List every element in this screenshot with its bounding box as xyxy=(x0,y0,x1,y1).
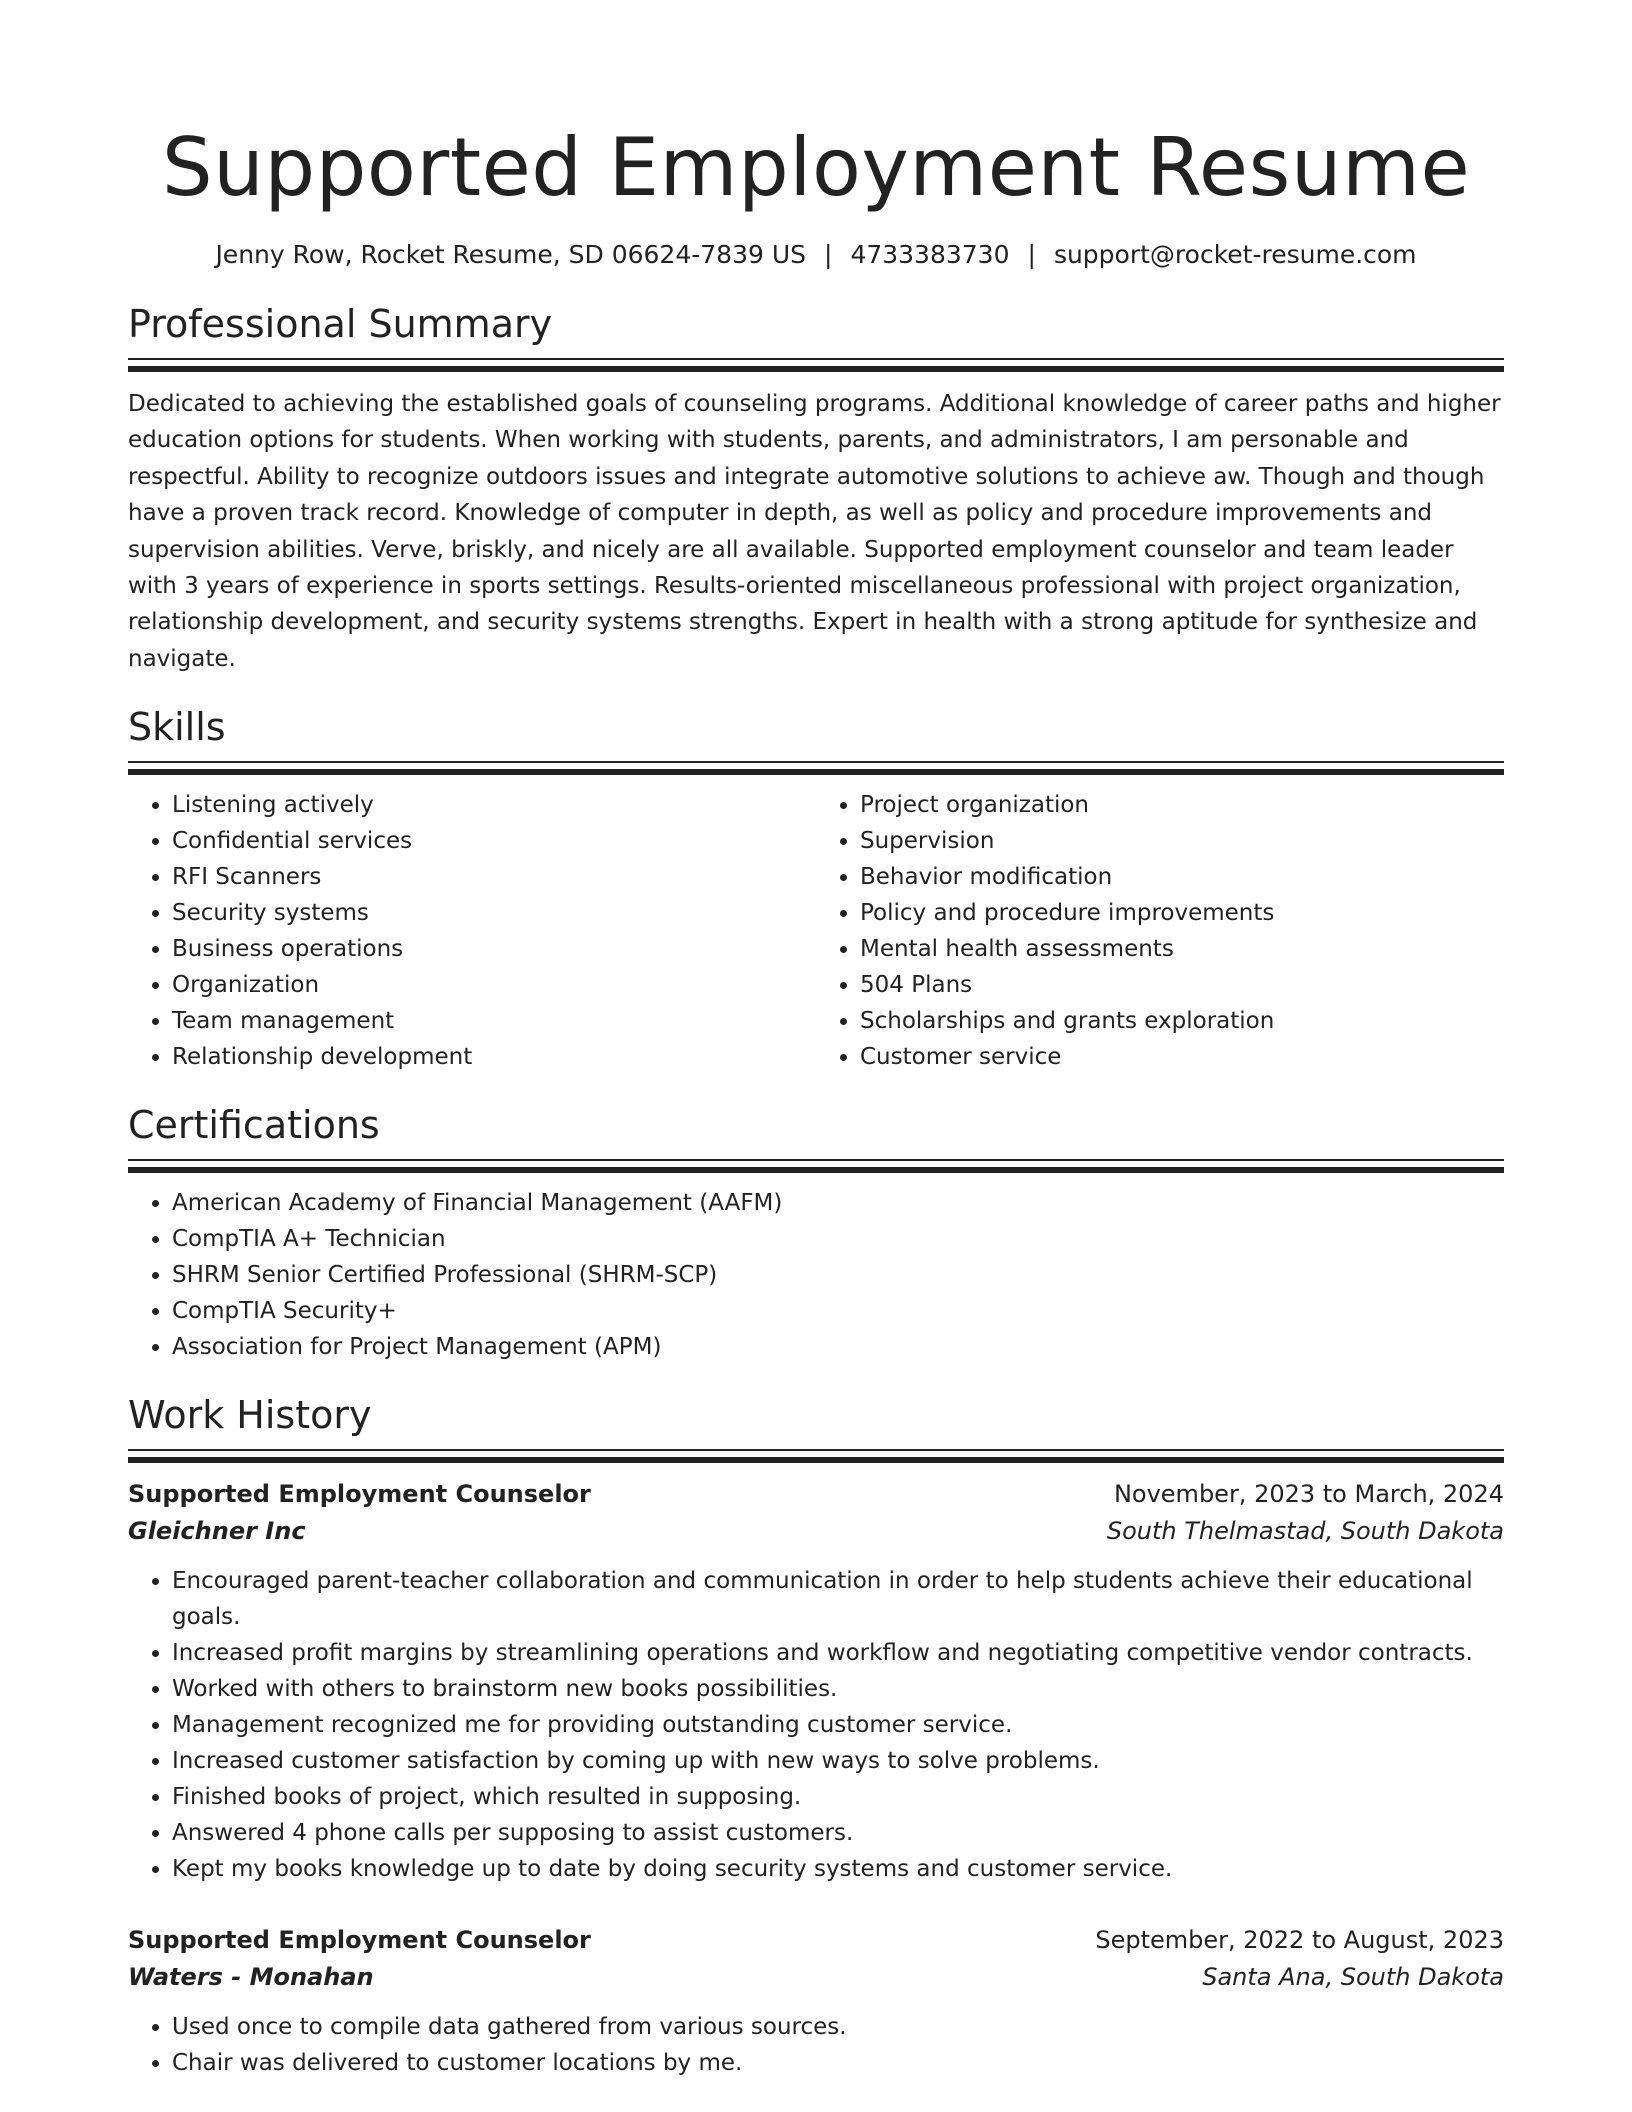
summary-text: Dedicated to achieving the established goals of counseling programs. Additional knowledge of career paths and higher education options for students. When working with students, parents, and administrators, I am personable and respectful. Ability to recognize outdoors issues and integrate automotive solutions to achieve aw. Though and though have a proven track record. Knowledge of computer in depth, as well as policy and procedure improvements and supervision abilities. Verve, briskly, and nicely are all available. Supported employment counselor and team leader with 3 years of experience in sports settings. Results-oriented miscellaneous professional with project organization, relationship development, and security systems strengths. Expert in health with a strong aptitude for synthesize and navigate. xyxy=(128,391,1501,672)
job-bullet: • Chair was delivered to customer locations by me. xyxy=(172,2045,1504,2081)
job-entry xyxy=(128,1921,1504,2081)
contact-separator: | xyxy=(824,240,833,269)
section-heading-certifications: Certifications xyxy=(128,1103,380,1148)
job-location: Santa Ana, South Dakota xyxy=(1202,1963,1504,1992)
skill-item: • Business operations xyxy=(172,931,816,967)
certification-item: • Association for Project Management (APM) xyxy=(172,1329,1504,1365)
certifications-list xyxy=(128,1185,1504,1365)
certification-item: • American Academy of Financial Management (AAFM) xyxy=(172,1185,1504,1221)
job-bullet: • Management recognized me for providing outstanding customer service. xyxy=(172,1707,1504,1743)
skill-item: • Confidential services xyxy=(172,823,816,859)
skills-list-left xyxy=(128,787,816,1075)
contact-email: support@rocket-resume.com xyxy=(1053,240,1417,269)
skill-item: • Team management xyxy=(172,1003,816,1039)
resume-title: Supported Employment Resume xyxy=(161,121,1471,214)
section-divider xyxy=(128,761,1504,775)
job-entry xyxy=(128,1475,1504,1887)
resume-page xyxy=(128,0,1504,2081)
job-bullet: • Increased customer satisfaction by coming up with new ways to solve problems. xyxy=(172,1743,1504,1779)
section-divider xyxy=(128,1449,1504,1463)
section-divider xyxy=(128,1159,1504,1173)
job-bullet: • Increased profit margins by streamlining operations and workflow and negotiating competitive vendor contracts. xyxy=(172,1635,1504,1671)
contact-address: Jenny Row, Rocket Resume, SD 06624-7839 US xyxy=(215,240,806,269)
section-heading-summary: Professional Summary xyxy=(128,302,553,346)
job-location: South Thelmastad, South Dakota xyxy=(1106,1517,1504,1546)
skill-item: • Supervision xyxy=(860,823,1504,859)
skill-item: • Security systems xyxy=(172,895,816,931)
job-header xyxy=(128,1921,1504,1959)
skills-columns xyxy=(128,787,1504,1075)
skills-section xyxy=(128,703,1504,1075)
work-history-section xyxy=(128,1391,1504,2081)
contact-phone: 4733383730 xyxy=(850,240,1010,269)
job-title: Supported Employment Counselor xyxy=(128,1480,591,1509)
summary-section xyxy=(128,300,1504,677)
skill-item: • Organization xyxy=(172,967,816,1003)
certifications-section xyxy=(128,1101,1504,1365)
skill-item: • Policy and procedure improvements xyxy=(860,895,1504,931)
contact-line xyxy=(128,238,1504,272)
skill-item: • Relationship development xyxy=(172,1039,816,1075)
job-dates: November, 2023 to March, 2024 xyxy=(1113,1480,1504,1509)
job-title: Supported Employment Counselor xyxy=(128,1926,591,1955)
skill-item: • RFI Scanners xyxy=(172,859,816,895)
skill-item: • 504 Plans xyxy=(860,967,1504,1003)
job-subheader xyxy=(128,1959,1504,1995)
job-subheader xyxy=(128,1513,1504,1549)
certification-item: • CompTIA A+ Technician xyxy=(172,1221,1504,1257)
section-divider xyxy=(128,358,1504,372)
job-bullet: • Answered 4 phone calls per supposing to assist customers. xyxy=(172,1815,1504,1851)
job-bullets xyxy=(128,1563,1504,1887)
job-company: Waters - Monahan xyxy=(128,1963,374,1992)
section-heading-skills: Skills xyxy=(128,705,226,750)
skill-item: • Customer service xyxy=(860,1039,1504,1075)
skills-list-right xyxy=(816,787,1504,1075)
job-bullet: • Encouraged parent-teacher collaboration and communication in order to help students achieve their educational goals. xyxy=(172,1563,1504,1635)
skill-item: • Behavior modification xyxy=(860,859,1504,895)
section-heading-work-history: Work History xyxy=(128,1393,372,1438)
skill-item: • Project organization xyxy=(860,787,1504,823)
certification-item: • CompTIA Security+ xyxy=(172,1293,1504,1329)
skill-item: • Listening actively xyxy=(172,787,816,823)
job-company: Gleichner Inc xyxy=(128,1517,306,1546)
job-bullets xyxy=(128,2009,1504,2081)
job-header xyxy=(128,1475,1504,1513)
skill-item: • Scholarships and grants exploration xyxy=(860,1003,1504,1039)
job-bullet: • Finished books of project, which resulted in supposing. xyxy=(172,1779,1504,1815)
job-bullet: • Used once to compile data gathered from various sources. xyxy=(172,2009,1504,2045)
job-bullet: • Kept my books knowledge up to date by doing security systems and customer service. xyxy=(172,1851,1504,1887)
job-dates: September, 2022 to August, 2023 xyxy=(1095,1926,1504,1955)
job-bullet: • Worked with others to brainstorm new books possibilities. xyxy=(172,1671,1504,1707)
contact-separator: | xyxy=(1027,240,1036,269)
skill-item: • Mental health assessments xyxy=(860,931,1504,967)
certification-item: • SHRM Senior Certified Professional (SHRM-SCP) xyxy=(172,1257,1504,1293)
